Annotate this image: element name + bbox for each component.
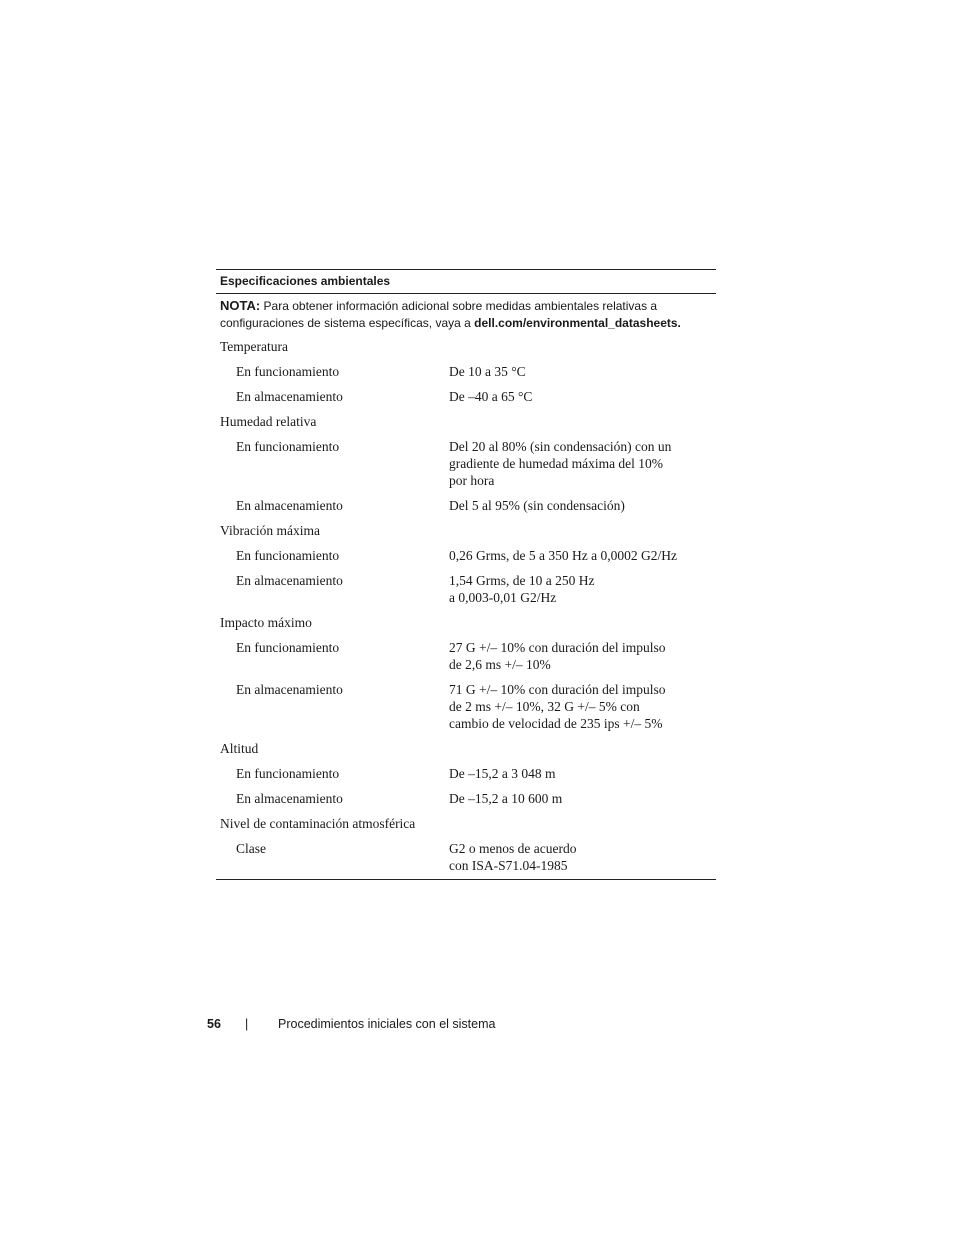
spec-value [449, 388, 709, 405]
spec-value-line: 0,26 Grms, de 5 a 350 Hz a 0,0002 G2/Hz [449, 548, 677, 563]
spec-value-line: De 10 a 35 °C [449, 364, 526, 379]
spec-row [216, 572, 716, 614]
spec-label: En almacenamiento [236, 389, 343, 404]
note-label: NOTA: [220, 298, 261, 313]
section-category: Humedad relativa [220, 414, 317, 429]
spec-row [216, 363, 716, 388]
section-category: Altitud [220, 741, 259, 756]
datasheets-link[interactable]: dell.com/environmental_datasheets. [474, 316, 681, 330]
spec-value-line: De –15,2 a 3 048 m [449, 766, 556, 781]
spec-value-line: 71 G +/– 10% con duración del impulso [449, 682, 666, 697]
spec-value-line: 27 G +/– 10% con duración del impulso [449, 640, 666, 655]
spec-label: En almacenamiento [236, 498, 343, 513]
page-footer [207, 1016, 495, 1032]
spec-label: En funcionamiento [236, 766, 340, 781]
spec-row [216, 790, 716, 815]
spec-value-line: gradiente de humedad máxima del 10% [449, 456, 664, 471]
note [216, 294, 716, 338]
spec-value-line: cambio de velocidad de 235 ips +/– 5% [449, 716, 663, 731]
spec-value [449, 438, 709, 489]
spec-sections [216, 338, 716, 879]
spec-value-line: G2 o menos de acuerdo [449, 841, 577, 856]
spec-value [449, 790, 709, 807]
spec-value [449, 765, 709, 782]
spec-row [216, 497, 716, 522]
section-category: Temperatura [220, 339, 289, 354]
spec-value-line: De –40 a 65 °C [449, 389, 533, 404]
spec-value-line: 1,54 Grms, de 10 a 250 Hz [449, 573, 595, 588]
spec-value [449, 497, 709, 514]
spec-value [449, 681, 709, 732]
footer-title: Procedimientos iniciales con el sistema [278, 1017, 496, 1031]
spec-value-line: Del 5 al 95% (sin condensación) [449, 498, 625, 513]
spec-value-line: por hora [449, 473, 495, 488]
section-category: Nivel de contaminación atmosférica [220, 816, 416, 831]
spec-label: En almacenamiento [236, 573, 343, 588]
spec-row [216, 840, 716, 879]
spec-value-line: a 0,003-0,01 G2/Hz [449, 590, 557, 605]
spec-value-line: De –15,2 a 10 600 m [449, 791, 563, 806]
spec-label: En funcionamiento [236, 439, 340, 454]
section-category: Impacto máximo [220, 615, 312, 630]
spec-value [449, 572, 709, 606]
spec-value [449, 639, 709, 673]
spec-label: En almacenamiento [236, 791, 343, 806]
spec-row [216, 438, 716, 497]
spec-row [216, 547, 716, 572]
spec-value [449, 547, 709, 564]
section-category: Vibración máxima [220, 523, 321, 538]
spec-row [216, 639, 716, 681]
spec-value-line: de 2 ms +/– 10%, 32 G +/– 5% con [449, 699, 640, 714]
footer-separator: | [245, 1017, 249, 1031]
spec-label: En funcionamiento [236, 640, 340, 655]
table-title: Especificaciones ambientales [216, 270, 716, 294]
page-number: 56 [207, 1017, 221, 1031]
spec-value-line: Del 20 al 80% (sin condensación) con un [449, 439, 672, 454]
spec-value-line: con ISA-S71.04-1985 [449, 858, 568, 873]
spec-label: En almacenamiento [236, 682, 343, 697]
spec-row [216, 388, 716, 413]
spec-value [449, 363, 709, 380]
spec-value-line: de 2,6 ms +/– 10% [449, 657, 551, 672]
spec-row [216, 765, 716, 790]
spec-label: En funcionamiento [236, 548, 340, 563]
spec-label: En funcionamiento [236, 364, 340, 379]
note-text-line2: configuraciones de sistema específicas, vaya a [220, 316, 475, 330]
spec-label: Clase [236, 841, 266, 856]
environmental-spec-table [216, 269, 716, 880]
spec-row [216, 681, 716, 740]
spec-value [449, 840, 709, 874]
note-text-line1: Para obtener información adicional sobre medidas ambientales relativas a [260, 299, 658, 313]
